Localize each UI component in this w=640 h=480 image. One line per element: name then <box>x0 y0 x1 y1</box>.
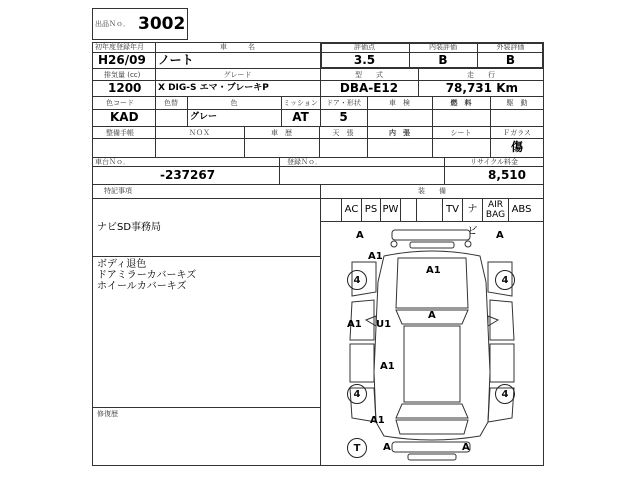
model-code-value: DBA-E12 <box>339 81 399 95</box>
model-code-label: 型 式 <box>355 71 383 79</box>
tire-rear-left: 4 <box>347 384 367 404</box>
seller-note-1: ボディ退色 <box>97 259 147 270</box>
score-value: 3.5 <box>353 53 376 67</box>
rule <box>92 184 544 185</box>
mileage-value: 78,731 Km <box>445 81 518 95</box>
equipment-cell: AIR BAG <box>482 199 508 221</box>
lot-number-label: 出品Ｎｏ． <box>95 20 130 28</box>
grade-value: X DIG-S エマ・ブレーキP <box>158 83 269 93</box>
color-value: グレー <box>190 112 218 122</box>
damage-door-front-left-inner: U1 <box>376 319 392 330</box>
doors-value: 5 <box>339 110 348 124</box>
rule <box>92 96 544 97</box>
repair-history-label: 修復歴 <box>97 410 118 418</box>
exterior-grade-label: 外装評価 <box>496 43 525 51</box>
interior-trim-label: 内 張 <box>389 129 410 137</box>
fuel-label: 燃 料 <box>450 99 472 107</box>
equipment-cell: TV <box>442 199 462 221</box>
equipment-cell: ABS <box>508 199 534 221</box>
rule <box>92 407 320 408</box>
seller-note-2: ドアミラーカバーキズ <box>97 270 197 281</box>
chassis-number-label: 車台Ｎｏ． <box>95 158 130 166</box>
equipment-cell: PW <box>380 199 400 221</box>
service-record-label: 整備手帳 <box>106 129 134 137</box>
front-glass-value: 傷 <box>510 140 523 154</box>
grade-label: グレード <box>223 71 252 79</box>
damage-door-rear-left: A1 <box>380 361 395 372</box>
transmission-label: ミッション <box>283 99 318 107</box>
displacement-label: 排気量 (cc) <box>104 71 141 79</box>
chassis-number-value: -237267 <box>160 168 216 182</box>
lot-number-value: 3002 <box>138 14 186 34</box>
first-registration-label: 初年度登録年月 <box>95 43 144 51</box>
interior-grade-label: 内装評価 <box>429 43 457 51</box>
damage-front-right: A <box>496 230 504 241</box>
seat-label: シート <box>450 129 472 137</box>
tire-rear-right: 4 <box>495 384 515 404</box>
color-code-value: KAD <box>110 110 139 124</box>
headliner-label: 天 張 <box>332 129 354 137</box>
exterior-grade-value: B <box>505 53 516 67</box>
rule <box>92 126 544 127</box>
equipment-cell: PS <box>361 199 380 221</box>
rule <box>279 157 280 184</box>
recycle-fee-label: リサイクル料金 <box>469 158 519 166</box>
first-registration-value: H26/09 <box>98 53 146 67</box>
displacement-value: 1200 <box>108 81 142 95</box>
interior-grade-value: B <box>438 53 448 67</box>
damage-hood: A1 <box>426 265 441 276</box>
registration-number-label: 登録Ｎｏ． <box>287 158 322 166</box>
damage-rear-left: A <box>383 442 391 453</box>
transmission-value: AT <box>292 110 309 124</box>
equipment-cell <box>416 199 442 221</box>
car-history-label: 車 歴 <box>271 129 292 137</box>
tire-front-right: 4 <box>495 270 515 290</box>
color-code-label: 色コード <box>106 99 134 107</box>
recycle-fee-value: 8,510 <box>488 168 526 182</box>
tire-front-left: 4 <box>347 270 367 290</box>
equipment-cell <box>400 199 416 221</box>
damage-rear-right: A <box>462 442 470 453</box>
damage-roof-a: A <box>428 310 436 321</box>
color-label: 色 <box>230 99 238 107</box>
special-notes-text: ナビSD事務局 <box>97 222 162 233</box>
doors-label: ドア・形状 <box>326 99 361 107</box>
equipment-label: 装 備 <box>418 187 446 195</box>
special-notes-label: 特記事項 <box>104 187 132 195</box>
car-damage-diagram <box>322 222 542 464</box>
nox-label: ＮＯＸ <box>189 129 210 137</box>
inspection-label: 車 検 <box>389 99 410 107</box>
damage-rear-quarter-left: A1 <box>370 415 385 426</box>
mileage-label: 走 行 <box>467 71 495 79</box>
spare-tire: T <box>347 438 367 458</box>
equipment-cell: ナビ <box>462 199 482 221</box>
car-name-label: 車 名 <box>220 43 255 51</box>
score-label: 評価点 <box>354 43 375 51</box>
seller-note-3: ホイールカバーキズ <box>97 281 187 292</box>
damage-door-front-left: A1 <box>347 319 362 330</box>
rule <box>92 256 320 257</box>
rule <box>320 184 321 466</box>
color-change-label: 色替 <box>164 99 178 107</box>
rule <box>92 138 544 139</box>
damage-fender-left: A1 <box>368 251 383 262</box>
damage-front-left: A <box>356 230 364 241</box>
equipment-cell: AC <box>341 199 361 221</box>
drive-label: 駆 動 <box>506 99 528 107</box>
car-name-value: ノート <box>158 53 194 67</box>
front-glass-label: Ｆガラス <box>503 129 531 137</box>
